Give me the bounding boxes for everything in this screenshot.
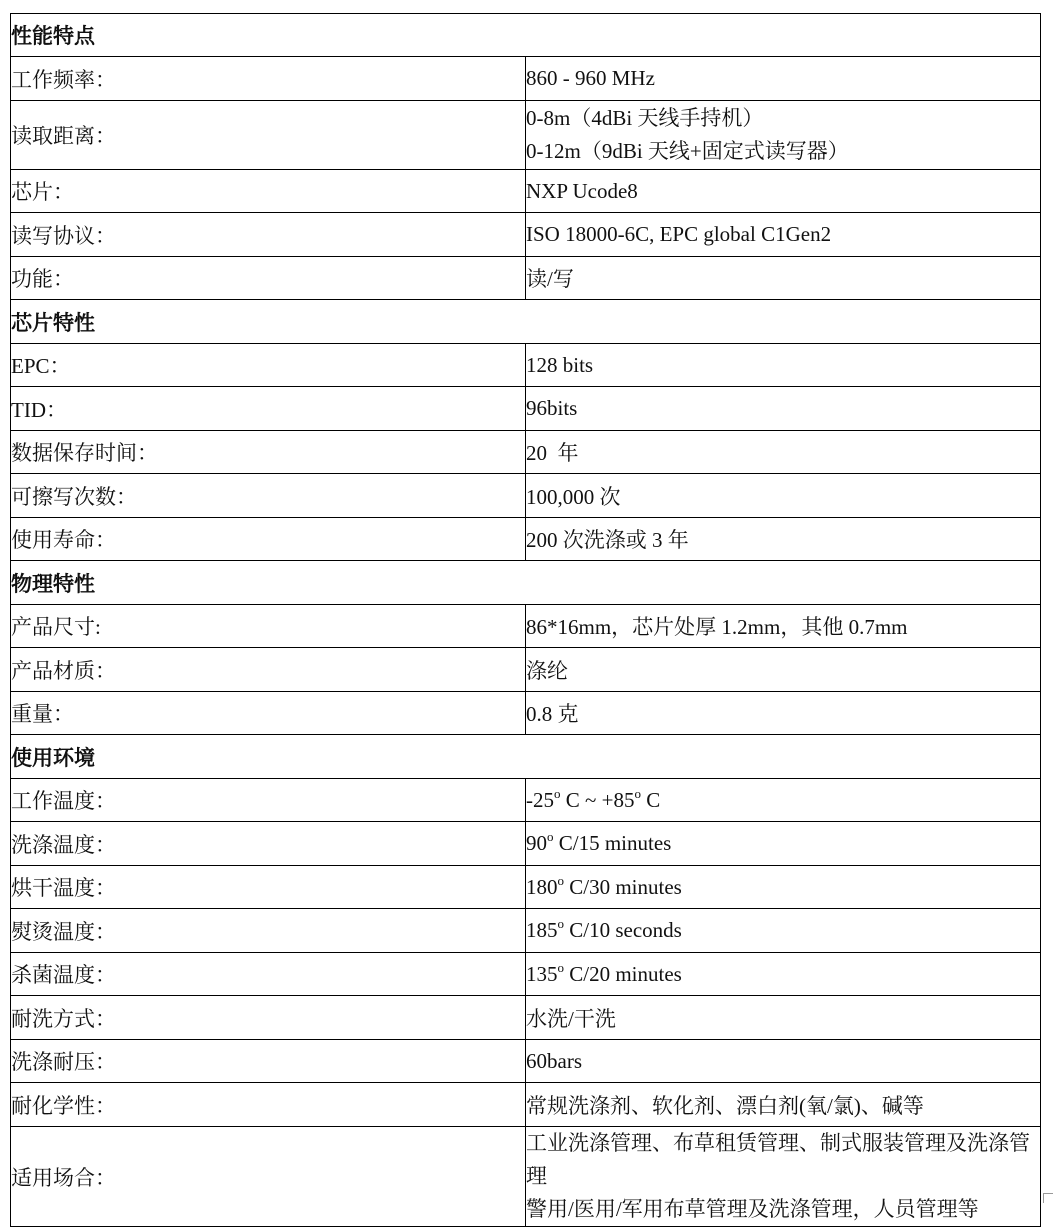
table-row	[11, 57, 1041, 101]
sterilization-temp-number: 135	[526, 961, 558, 986]
value-erase-cycles: 100,000 次	[526, 474, 1041, 518]
table-row	[11, 996, 1041, 1040]
value-wash-temp	[526, 822, 1041, 866]
value-material: 涤纶	[526, 648, 1041, 692]
label-retention: 数据保存时间：	[11, 431, 526, 474]
sterilization-temp-duration: C/20 minutes	[564, 961, 682, 986]
application-line-2: 警用/医用/军用布草管理及洗涤管理，人员管理等	[526, 1197, 979, 1221]
dry-temp-number: 180	[526, 874, 558, 899]
value-lifetime: 200 次洗涤或 3 年	[526, 518, 1041, 561]
application-line-1: 工业洗涤管理、布草租赁管理、制式服装管理及洗涤管理	[526, 1131, 1030, 1188]
value-protocol: ISO 18000-6C, EPC global C1Gen2	[526, 213, 1041, 257]
value-application	[526, 1127, 1041, 1227]
table-row	[11, 431, 1041, 474]
label-chemical-resistance: 耐化学性：	[11, 1083, 526, 1127]
table-row	[11, 387, 1041, 431]
table-row	[11, 101, 1041, 170]
table-row	[11, 779, 1041, 822]
value-operating-temp	[526, 779, 1041, 822]
label-protocol: 读写协议：	[11, 213, 526, 257]
value-wash-method: 水洗/干洗	[526, 996, 1041, 1040]
table-row	[11, 866, 1041, 909]
value-chemical-resistance: 常规洗涤剂、软化剂、漂白剂(氧/氯)、碱等	[526, 1083, 1041, 1127]
label-wash-pressure: 洗涤耐压：	[11, 1040, 526, 1083]
value-read-range	[526, 101, 1041, 170]
table-row	[11, 648, 1041, 692]
value-weight: 0.8 克	[526, 692, 1041, 735]
table-row	[11, 909, 1041, 953]
table-row	[11, 257, 1041, 300]
label-function: 功能：	[11, 257, 526, 300]
value-sterilization-temp	[526, 953, 1041, 996]
operating-temp-min: -25	[526, 787, 554, 812]
table-row	[11, 1083, 1041, 1127]
table-row	[11, 953, 1041, 996]
label-erase-cycles: 可擦写次数：	[11, 474, 526, 518]
dry-temp-duration: C/30 minutes	[564, 874, 682, 899]
value-function: 读/写	[526, 257, 1041, 300]
value-tid: 96bits	[526, 387, 1041, 431]
degree-symbol: o	[554, 785, 561, 801]
read-range-line-1: 0-8m（4dBi 天线手持机）	[526, 106, 764, 130]
value-dry-temp	[526, 866, 1041, 909]
label-size: 产品尺寸:	[11, 605, 526, 648]
label-frequency: 工作频率：	[11, 57, 526, 101]
label-material: 产品材质：	[11, 648, 526, 692]
label-wash-temp: 洗涤温度：	[11, 822, 526, 866]
iron-temp-duration: C/10 seconds	[564, 918, 682, 942]
value-retention: 20 年	[526, 431, 1041, 474]
value-iron-temp	[526, 909, 1041, 953]
operating-temp-unit: C	[640, 787, 661, 812]
label-read-range: 读取距离：	[11, 101, 526, 170]
label-operating-temp: 工作温度：	[11, 779, 526, 822]
table-row	[11, 1040, 1041, 1083]
table-row	[11, 605, 1041, 648]
degree-symbol: o	[547, 829, 554, 844]
page-corner-mark	[1043, 1193, 1053, 1203]
section-title-chip: 芯片特性	[11, 300, 1041, 344]
table-row	[11, 822, 1041, 866]
value-frequency: 860 - 960 MHz	[526, 57, 1041, 101]
label-tid: TID：	[11, 387, 526, 431]
table-row	[11, 170, 1041, 213]
label-application: 适用场合：	[11, 1127, 526, 1227]
value-wash-pressure: 60bars	[526, 1040, 1041, 1083]
label-chip: 芯片：	[11, 170, 526, 213]
value-chip: NXP Ucode8	[526, 170, 1041, 213]
wash-temp-number: 90	[526, 831, 547, 855]
table-row	[11, 344, 1041, 387]
wash-temp-duration: C/15 minutes	[553, 831, 672, 855]
degree-symbol: o	[557, 916, 564, 931]
section-row	[11, 14, 1041, 57]
table-row	[11, 213, 1041, 257]
spec-table	[10, 13, 1041, 1227]
value-size: 86*16mm，芯片处厚 1.2mm，其他 0.7mm	[526, 605, 1041, 648]
degree-symbol: o	[634, 785, 641, 801]
table-row	[11, 474, 1041, 518]
label-weight: 重量：	[11, 692, 526, 735]
label-lifetime: 使用寿命：	[11, 518, 526, 561]
section-row	[11, 561, 1041, 605]
label-epc: EPC：	[11, 344, 526, 387]
label-dry-temp: 烘干温度：	[11, 866, 526, 909]
table-row	[11, 518, 1041, 561]
section-row	[11, 300, 1041, 344]
table-row	[11, 692, 1041, 735]
degree-symbol: o	[557, 872, 564, 888]
read-range-line-2: 0-12m（9dBi 天线+固定式读写器）	[526, 139, 849, 163]
section-title-physical: 物理特性	[11, 561, 1041, 605]
value-epc: 128 bits	[526, 344, 1041, 387]
label-wash-method: 耐洗方式：	[11, 996, 526, 1040]
label-iron-temp: 熨烫温度：	[11, 909, 526, 953]
section-row	[11, 735, 1041, 779]
operating-temp-max: C ~ +85	[560, 787, 635, 812]
section-title-performance: 性能特点	[11, 14, 1041, 57]
table-row	[11, 1127, 1041, 1227]
degree-symbol: o	[557, 959, 564, 975]
label-sterilization-temp: 杀菌温度：	[11, 953, 526, 996]
iron-temp-number: 185	[526, 918, 558, 942]
section-title-environment: 使用环境	[11, 735, 1041, 779]
